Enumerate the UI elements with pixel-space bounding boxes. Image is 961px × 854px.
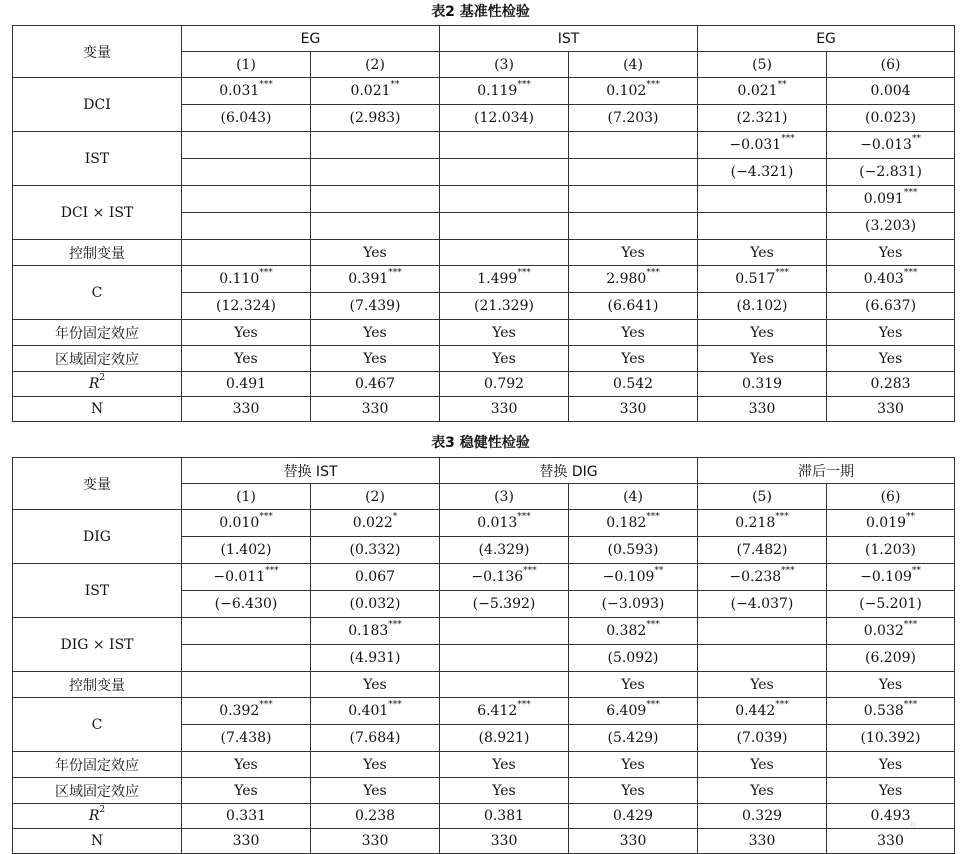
t-stat-cell: (0.032): [311, 591, 440, 618]
observations-cell: 330: [182, 397, 311, 422]
constant-coef-row: [13, 266, 955, 293]
controls-row: [13, 672, 955, 698]
r-squared-cell: 0.238: [311, 804, 440, 829]
observations-cell: 330: [698, 829, 827, 854]
significance-stars: ***: [517, 80, 531, 90]
t-stat-cell: (6.641): [569, 293, 698, 320]
constant-coef-cell: [698, 266, 827, 293]
r-squared-cell: 0.467: [311, 372, 440, 397]
controls-cell: Yes: [827, 672, 955, 698]
year-fe-cell: Yes: [569, 320, 698, 346]
region-fe-cell: Yes: [698, 778, 827, 804]
significance-stars: ***: [781, 134, 795, 144]
observations-cell: 330: [827, 397, 955, 422]
t-stat-cell: (8.921): [440, 725, 569, 752]
column-number: (5): [698, 484, 827, 510]
t-stat-cell: (7.439): [311, 293, 440, 320]
r-squared-row: [13, 804, 955, 829]
observations-cell: 330: [827, 829, 955, 854]
variable-coef-cell: [182, 186, 311, 213]
year-fe-cell: Yes: [698, 320, 827, 346]
coef-value: −0.238: [729, 569, 782, 585]
significance-stars: ***: [517, 268, 531, 278]
significance-stars: ***: [903, 700, 918, 710]
r-squared-exponent: 2: [99, 805, 106, 815]
constant-coef-cell: [698, 698, 827, 725]
variable-coef-cell: [182, 564, 311, 591]
variable-coef-cell: [827, 78, 955, 105]
variable-label: DIG: [13, 510, 182, 564]
region-fe-cell: Yes: [569, 778, 698, 804]
region-fe-cell: Yes: [569, 346, 698, 372]
variable-header: 变量: [13, 26, 182, 78]
t-stat-cell: (−6.430): [182, 591, 311, 618]
coef-row: [13, 618, 955, 645]
t-stat-cell: (7.039): [698, 725, 827, 752]
region-fe-cell: Yes: [827, 778, 955, 804]
observations-cell: 330: [182, 829, 311, 854]
coef-value: 2.980: [606, 271, 647, 287]
controls-row: [13, 240, 955, 266]
significance-stars: **: [390, 80, 400, 90]
column-number: (6): [827, 52, 955, 78]
t-stat-cell: (6.637): [827, 293, 955, 320]
significance-stars: ***: [388, 620, 402, 630]
coef-value: 0.392: [219, 703, 260, 719]
t-stat-cell: [698, 213, 827, 240]
controls-cell: Yes: [698, 672, 827, 698]
coef-value: 0.010: [219, 515, 260, 531]
coef-value: 0.403: [863, 271, 904, 287]
region-fe-cell: Yes: [182, 778, 311, 804]
column-number: (5): [698, 52, 827, 78]
significance-stars: *: [392, 512, 398, 522]
coef-row: [13, 78, 955, 105]
year-fe-label: 年份固定效应: [13, 752, 182, 778]
r-squared-cell: 0.491: [182, 372, 311, 397]
t-stat-cell: (2.983): [311, 105, 440, 132]
coef-value: 0.110: [219, 271, 260, 287]
controls-cell: Yes: [311, 240, 440, 266]
group-header: 滞后一期: [698, 458, 955, 484]
variable-coef-cell: [440, 618, 569, 645]
variable-coef-cell: [569, 564, 698, 591]
variable-coef-cell: [311, 78, 440, 105]
coef-value: 0.019: [865, 515, 907, 531]
constant-label: C: [13, 698, 182, 752]
r-squared-cell: 0.319: [698, 372, 827, 397]
variable-coef-cell: [698, 186, 827, 213]
r-squared-cell: 0.329: [698, 804, 827, 829]
coef-value: −0.136: [471, 569, 524, 585]
constant-coef-cell: [569, 266, 698, 293]
constant-coef-cell: [827, 698, 955, 725]
year-fe-cell: Yes: [827, 320, 955, 346]
significance-stars: ***: [259, 80, 273, 90]
t-stat-cell: (7.438): [182, 725, 311, 752]
controls-cell: [182, 672, 311, 698]
group-header: IST: [440, 26, 698, 52]
variable-coef-cell: [698, 510, 827, 537]
variable-coef-cell: [182, 132, 311, 159]
column-number: (1): [182, 52, 311, 78]
significance-stars: **: [911, 134, 921, 144]
column-number: (6): [827, 484, 955, 510]
significance-stars: ***: [775, 700, 789, 710]
significance-stars: **: [777, 80, 787, 90]
r-squared-cell: 0.331: [182, 804, 311, 829]
variable-label: IST: [13, 564, 182, 618]
region-fe-row: [13, 778, 955, 804]
variable-label: IST: [13, 132, 182, 186]
variable-coef-cell: [440, 510, 569, 537]
t-stat-cell: (7.684): [311, 725, 440, 752]
variable-coef-cell: [182, 78, 311, 105]
coef-value: 0.004: [870, 83, 911, 99]
header-row: [13, 26, 955, 52]
observations-label: N: [13, 397, 182, 422]
r-squared-row: [13, 372, 955, 397]
coef-value: 0.021: [737, 83, 778, 99]
t-stat-cell: (−4.037): [698, 591, 827, 618]
r-squared-label: [13, 372, 182, 397]
variable-coef-cell: [827, 132, 955, 159]
table2-caption: 表2 基准性检验: [431, 4, 530, 20]
variable-coef-cell: [698, 564, 827, 591]
r-squared-symbol: R: [88, 376, 100, 392]
group-header: EG: [698, 26, 955, 52]
variable-coef-cell: [440, 564, 569, 591]
coef-value: 0.391: [348, 271, 389, 287]
coef-value: 0.032: [863, 623, 904, 639]
controls-cell: [440, 672, 569, 698]
constant-coef-cell: [182, 698, 311, 725]
t-stat-cell: (5.429): [569, 725, 698, 752]
t-stat-cell: (1.203): [827, 537, 955, 564]
controls-label: 控制变量: [13, 672, 182, 698]
constant-coef-row: [13, 698, 955, 725]
t-stat-cell: (12.034): [440, 105, 569, 132]
r-squared-symbol: R: [88, 808, 100, 824]
coef-value: 0.182: [606, 515, 647, 531]
significance-stars: ***: [646, 80, 660, 90]
significance-stars: ***: [523, 566, 537, 576]
variable-coef-cell: [827, 510, 955, 537]
significance-stars: ***: [646, 700, 660, 710]
variable-coef-cell: [311, 618, 440, 645]
year-fe-cell: Yes: [311, 752, 440, 778]
controls-cell: Yes: [698, 240, 827, 266]
constant-label: C: [13, 266, 182, 320]
column-number: (2): [311, 484, 440, 510]
variable-coef-cell: [182, 510, 311, 537]
year-fe-cell: Yes: [569, 752, 698, 778]
constant-coef-cell: [182, 266, 311, 293]
t-stat-cell: (21.329): [440, 293, 569, 320]
r-squared-cell: 0.429: [569, 804, 698, 829]
coef-value: 6.412: [477, 703, 518, 719]
r-squared-cell: 0.283: [827, 372, 955, 397]
t-stat-cell: (0.023): [827, 105, 955, 132]
coef-value: 0.091: [863, 191, 904, 207]
t-stat-cell: (0.332): [311, 537, 440, 564]
r-squared-exponent: 2: [99, 373, 106, 383]
controls-cell: Yes: [311, 672, 440, 698]
significance-stars: ***: [646, 620, 660, 630]
coef-row: [13, 510, 955, 537]
t-stat-cell: [440, 645, 569, 672]
column-number: (3): [440, 52, 569, 78]
controls-cell: [440, 240, 569, 266]
table3: [12, 457, 955, 854]
variable-coef-cell: [440, 132, 569, 159]
region-fe-cell: Yes: [440, 346, 569, 372]
observations-row: [13, 829, 955, 854]
region-fe-label: 区域固定效应: [13, 346, 182, 372]
significance-stars: ***: [517, 512, 531, 522]
significance-stars: ***: [903, 188, 918, 198]
t-stat-cell: (7.203): [569, 105, 698, 132]
variable-coef-cell: [827, 186, 955, 213]
significance-stars: **: [911, 566, 921, 576]
year-fe-cell: Yes: [182, 752, 311, 778]
controls-label: 控制变量: [13, 240, 182, 266]
column-number: (4): [569, 484, 698, 510]
constant-coef-cell: [827, 266, 955, 293]
coef-value: 0.031: [219, 83, 260, 99]
watermark: ⟡: [907, 818, 920, 831]
column-number: (3): [440, 484, 569, 510]
coef-value: 0.021: [350, 83, 391, 99]
table2: [12, 25, 955, 422]
t-stat-cell: [440, 159, 569, 186]
t-stat-cell: [311, 213, 440, 240]
coef-row: [13, 186, 955, 213]
controls-cell: [182, 240, 311, 266]
year-fe-cell: Yes: [440, 320, 569, 346]
t-stat-cell: (−3.093): [569, 591, 698, 618]
t-stat-cell: [569, 159, 698, 186]
variable-coef-cell: [827, 618, 955, 645]
region-fe-cell: Yes: [182, 346, 311, 372]
coef-value: 0.067: [354, 569, 396, 585]
observations-cell: 330: [569, 397, 698, 422]
r-squared-cell: 0.493: [827, 804, 955, 829]
header-row: [13, 458, 955, 484]
variable-coef-cell: [311, 186, 440, 213]
year-fe-cell: Yes: [698, 752, 827, 778]
significance-stars: **: [906, 512, 916, 522]
constant-coef-cell: [440, 698, 569, 725]
variable-coef-cell: [311, 132, 440, 159]
variable-coef-cell: [311, 510, 440, 537]
t-stat-cell: (3.203): [827, 213, 955, 240]
observations-row: [13, 397, 955, 422]
region-fe-cell: Yes: [311, 778, 440, 804]
constant-coef-cell: [311, 266, 440, 293]
column-number: (4): [569, 52, 698, 78]
t-stat-cell: (2.321): [698, 105, 827, 132]
observations-cell: 330: [569, 829, 698, 854]
controls-cell: Yes: [569, 240, 698, 266]
t-stat-cell: [182, 213, 311, 240]
year-fe-cell: Yes: [311, 320, 440, 346]
year-fe-row: [13, 752, 955, 778]
coef-value: −0.011: [213, 569, 266, 585]
t-stat-cell: [698, 645, 827, 672]
observations-cell: 330: [698, 397, 827, 422]
significance-stars: ***: [259, 268, 273, 278]
significance-stars: ***: [781, 566, 795, 576]
significance-stars: ***: [259, 512, 273, 522]
t-stat-cell: (5.092): [569, 645, 698, 672]
constant-coef-cell: [440, 266, 569, 293]
significance-stars: ***: [646, 512, 660, 522]
coef-row: [13, 132, 955, 159]
coef-value: 0.517: [735, 271, 776, 287]
region-fe-cell: Yes: [440, 778, 569, 804]
year-fe-cell: Yes: [182, 320, 311, 346]
significance-stars: ***: [517, 700, 531, 710]
variable-label: DCI × IST: [13, 186, 182, 240]
region-fe-row: [13, 346, 955, 372]
column-number: (2): [311, 52, 440, 78]
variable-coef-cell: [827, 564, 955, 591]
variable-coef-cell: [698, 132, 827, 159]
t-stat-cell: (−2.831): [827, 159, 955, 186]
controls-cell: Yes: [827, 240, 955, 266]
observations-label: N: [13, 829, 182, 854]
t-stat-cell: (12.324): [182, 293, 311, 320]
variable-coef-cell: [311, 564, 440, 591]
coef-value: 0.119: [477, 83, 518, 99]
coef-value: −0.109: [860, 569, 912, 585]
variable-coef-cell: [440, 186, 569, 213]
coef-value: −0.031: [729, 137, 782, 153]
t-stat-cell: [182, 159, 311, 186]
t-stat-cell: [182, 645, 311, 672]
variable-label: DIG × IST: [13, 618, 182, 672]
t-stat-cell: (−5.201): [827, 591, 955, 618]
t-stat-cell: [569, 213, 698, 240]
variable-label: DCI: [13, 78, 182, 132]
significance-stars: **: [654, 566, 664, 576]
coef-value: 0.102: [606, 83, 647, 99]
variable-coef-cell: [698, 78, 827, 105]
observations-cell: 330: [311, 397, 440, 422]
t-stat-cell: (1.402): [182, 537, 311, 564]
coef-value: 6.409: [606, 703, 647, 719]
coef-row: [13, 564, 955, 591]
significance-stars: ***: [388, 700, 402, 710]
year-fe-cell: Yes: [827, 752, 955, 778]
coef-value: 0.013: [477, 515, 518, 531]
table3-caption: 表3 稳健性检验: [431, 435, 530, 451]
variable-coef-cell: [698, 618, 827, 645]
r-squared-cell: 0.792: [440, 372, 569, 397]
t-stat-cell: [440, 213, 569, 240]
column-number: (1): [182, 484, 311, 510]
r-squared-cell: 0.542: [569, 372, 698, 397]
coef-value: 0.401: [348, 703, 389, 719]
t-stat-cell: (6.209): [827, 645, 955, 672]
t-stat-cell: (6.043): [182, 105, 311, 132]
variable-coef-cell: [182, 618, 311, 645]
group-header: EG: [182, 26, 440, 52]
t-stat-cell: (7.482): [698, 537, 827, 564]
constant-coef-cell: [569, 698, 698, 725]
constant-coef-cell: [311, 698, 440, 725]
coef-value: 0.442: [735, 703, 776, 719]
group-header: 替换 DIG: [440, 458, 698, 484]
observations-cell: 330: [440, 397, 569, 422]
significance-stars: ***: [265, 566, 279, 576]
variable-coef-cell: [569, 510, 698, 537]
variable-coef-cell: [569, 618, 698, 645]
significance-stars: ***: [903, 268, 918, 278]
region-fe-cell: Yes: [827, 346, 955, 372]
coef-value: 0.183: [348, 623, 389, 639]
coef-value: 1.499: [477, 271, 518, 287]
year-fe-row: [13, 320, 955, 346]
coef-value: −0.013: [860, 137, 912, 153]
coef-value: 0.218: [735, 515, 776, 531]
variable-coef-cell: [569, 186, 698, 213]
year-fe-cell: Yes: [440, 752, 569, 778]
t-stat-cell: (8.102): [698, 293, 827, 320]
region-fe-label: 区域固定效应: [13, 778, 182, 804]
significance-stars: ***: [646, 268, 660, 278]
t-stat-cell: (−4.321): [698, 159, 827, 186]
controls-cell: Yes: [569, 672, 698, 698]
t-stat-cell: (4.931): [311, 645, 440, 672]
group-header: 替换 IST: [182, 458, 440, 484]
r-squared-cell: 0.381: [440, 804, 569, 829]
t-stat-cell: (0.593): [569, 537, 698, 564]
year-fe-label: 年份固定效应: [13, 320, 182, 346]
t-stat-cell: [311, 159, 440, 186]
t-stat-cell: (10.392): [827, 725, 955, 752]
region-fe-cell: Yes: [698, 346, 827, 372]
t-stat-cell: (4.329): [440, 537, 569, 564]
coef-value: 0.538: [863, 703, 904, 719]
variable-coef-cell: [569, 78, 698, 105]
significance-stars: ***: [259, 700, 273, 710]
significance-stars: ***: [388, 268, 402, 278]
coef-value: 0.382: [606, 623, 647, 639]
significance-stars: ***: [775, 512, 789, 522]
t-stat-cell: (−5.392): [440, 591, 569, 618]
r-squared-label: [13, 804, 182, 829]
coef-value: 0.022: [352, 515, 393, 531]
significance-stars: ***: [775, 268, 789, 278]
region-fe-cell: Yes: [311, 346, 440, 372]
variable-header: 变量: [13, 458, 182, 510]
observations-cell: 330: [311, 829, 440, 854]
observations-cell: 330: [440, 829, 569, 854]
coef-value: −0.109: [602, 569, 655, 585]
significance-stars: ***: [903, 620, 918, 630]
variable-coef-cell: [569, 132, 698, 159]
variable-coef-cell: [440, 78, 569, 105]
